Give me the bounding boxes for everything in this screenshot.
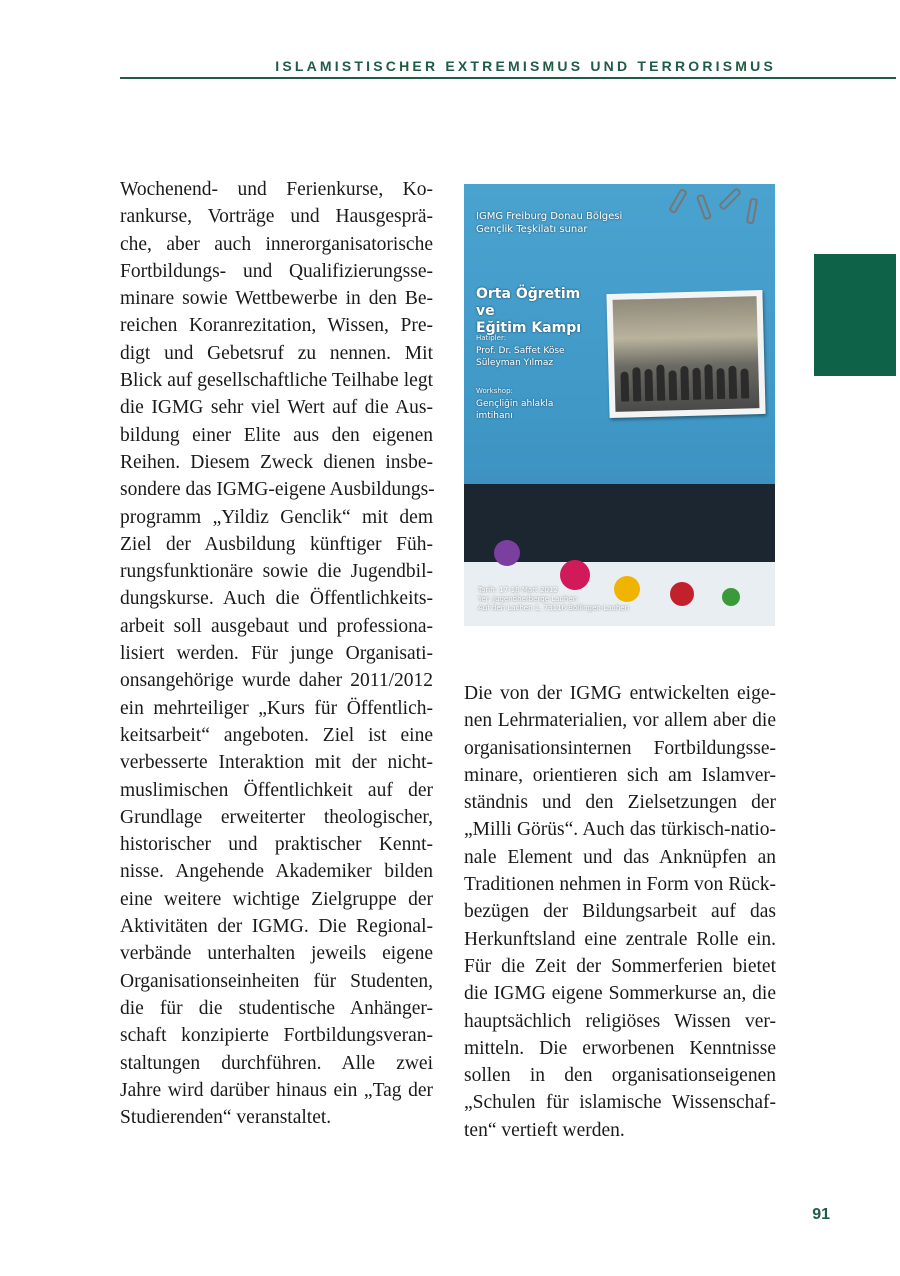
text-line: Blick auf gesellschaftliche Teilhabe legt: [120, 370, 433, 392]
paperclip-icon: [668, 188, 688, 215]
text-line: nale Element und das Anknüpfen an: [464, 846, 776, 868]
text-line: arbeit soll ausgebaut und professiona-: [120, 615, 433, 637]
text-line: dungskurse. Auch die Öffentlichkeits-: [120, 588, 433, 610]
right-text-column: [464, 680, 776, 1144]
text-line: nen Lehrmaterialien, vor allem aber die: [464, 710, 776, 732]
poster-workshop-label: Workshop:: [476, 387, 513, 395]
text-line: verbände unterhalten jeweils eigene: [120, 943, 433, 965]
text-line: Reihen. Diesem Zweck dienen insbe-: [120, 451, 433, 473]
poster-workshop-title: Gençliğin ahlakla imtihanı: [476, 399, 554, 421]
text-line: keitsarbeit“ angeboten. Ziel ist eine: [120, 724, 433, 746]
text-line: Traditionen nehmen in Form von Rück-: [464, 874, 776, 896]
poster-speaker: Süleyman Yılmaz: [476, 358, 554, 368]
poster-event-details: Tarih: 17-18 Mart 2012 Yer: Jugendherberge Lauhen Auf den Lachen 1, 73116 Bollingen-Lauhen: [478, 586, 630, 612]
text-line: Für die Zeit der Sommerferien bietet: [464, 955, 776, 977]
text-line: bezügen der Bildungsarbeit auf das: [464, 901, 776, 923]
text-line: „Schulen für islamische Wissenschaf-: [464, 1092, 776, 1114]
text-line: ständnis und den Zielsetzungen der: [464, 792, 776, 814]
text-line: eine weitere wichtige Zielgruppe der: [120, 888, 433, 910]
paperclip-icon: [718, 187, 742, 211]
text-line: sondere das IGMG-eigene Ausbildungs-: [120, 479, 435, 501]
text-line: nisse. Angehende Akademiker bilden: [120, 861, 433, 883]
text-line: Herkunftsland eine zentrale Rolle ein.: [464, 928, 776, 950]
text-line: programm „Yildiz Genclik“ mit dem: [120, 506, 433, 528]
text-line: die IGMG sehr viel Wert auf die Aus-: [120, 397, 433, 419]
poster-speaker: Prof. Dr. Saffet Köse: [476, 346, 565, 356]
text-line: „Milli Görüs“. Auch das türkisch-natio-: [464, 819, 776, 841]
text-line: reichen Koranrezitation, Wissen, Pre-: [120, 315, 433, 337]
text-line: organisationsinternen Fortbildungsse-: [464, 737, 776, 759]
chapter-tab-marker: [814, 254, 896, 376]
poster-title: Orta Öğretim ve Eğitim Kampı: [476, 286, 582, 336]
text-line: digt und Gebetsruf zu nennen. Mit: [120, 342, 433, 364]
paperclip-icon: [696, 193, 712, 220]
text-line: ten“ vertieft werden.: [464, 1119, 625, 1141]
group-photo: [606, 290, 765, 418]
poster-organizer: IGMG Freiburg Donau Bölgesi Gençlik Teşkilatı sunar: [476, 211, 623, 235]
text-line: mitteln. Die erworbenen Kenntnisse: [464, 1037, 776, 1059]
text-line: Aktivitäten der IGMG. Die Regional-: [120, 916, 433, 938]
paperclip-icon: [746, 198, 758, 225]
text-line: Organisationseinheiten für Studenten,: [120, 970, 433, 992]
text-line: che, aber auch innerorganisatorische: [120, 233, 433, 255]
text-line: sollen in den organisationseigenen: [464, 1065, 776, 1087]
text-line: ein mehrteiliger „Kurs für Öffentlich-: [120, 697, 433, 719]
text-line: rankurse, Vorträge und Hausgesprä-: [120, 206, 433, 228]
text-line: minare, orientieren sich am Islamver-: [464, 764, 776, 786]
header-rule: [120, 77, 896, 79]
running-header: ISLAMISTISCHER EXTREMISMUS UND TERRORISMUS: [275, 58, 776, 74]
decorative-blob: [722, 588, 740, 606]
text-line: historischer und praktischer Kennt-: [120, 834, 433, 856]
text-line: Jahre wird darüber hinaus ein „Tag der: [120, 1079, 433, 1101]
text-line: staltungen durchführen. Alle zwei: [120, 1052, 433, 1074]
text-line: Fortbildungs- und Qualifizierungsse-: [120, 260, 433, 282]
text-line: die für die studentische Anhänger-: [120, 997, 433, 1019]
text-line: muslimischen Öffentlichkeit auf der: [120, 779, 433, 801]
text-line: Studierenden“ veranstaltet.: [120, 1107, 332, 1129]
text-line: minare sowie Wettbewerbe in den Be-: [120, 288, 433, 310]
text-line: Grundlage erweiterter theologischer,: [120, 806, 433, 828]
text-line: onsangehörige wurde daher 2011/2012: [120, 670, 433, 692]
text-line: Wochenend- und Ferienkurse, Ko-: [120, 179, 433, 200]
text-line: bildung einer Elite aus den eigenen: [120, 424, 433, 446]
text-line: lisiert werden. Für junge Organisati-: [120, 643, 433, 665]
decorative-blob: [494, 540, 520, 566]
page-number: 91: [812, 1206, 830, 1223]
left-text-column: [120, 176, 433, 1131]
text-line: Die von der IGMG entwickelten eige-: [464, 683, 776, 704]
poster-speakers-label: Hatipler:: [476, 334, 507, 342]
text-line: die IGMG eigene Sommerkurse an, die: [464, 983, 776, 1005]
text-line: hauptsächlich religiöses Wissen ver-: [464, 1010, 776, 1032]
text-line: Ziel der Ausbildung künftiger Füh-: [120, 533, 433, 555]
event-poster-image: [464, 184, 775, 626]
text-line: rungsfunktionäre sowie die Jugendbil-: [120, 561, 433, 583]
text-line: schaft konzipierte Fortbildungsveran-: [120, 1025, 433, 1047]
text-line: verbesserte Interaktion mit der nicht-: [120, 752, 433, 774]
